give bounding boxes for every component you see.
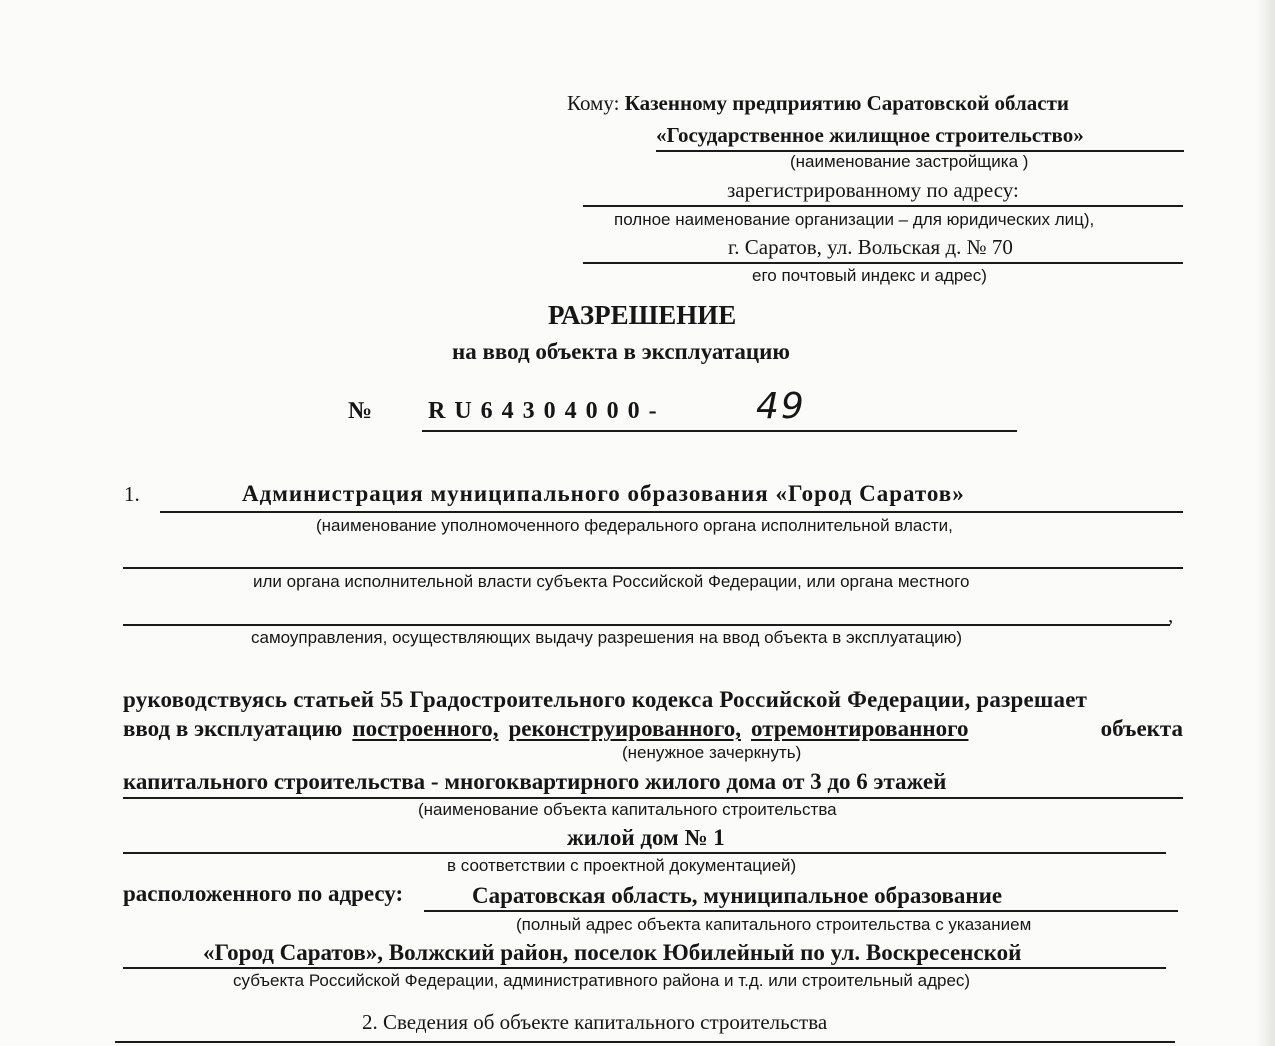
authority-comma: , <box>1168 603 1174 627</box>
number-rule <box>422 430 1017 432</box>
recipient-name-line1: Казенному предприятию Саратовской области <box>624 91 1070 115</box>
authority-caption3: самоуправления, осуществляющих выдачу разрешения на ввод объекта в эксплуатацию) <box>251 628 962 647</box>
authority-rule3 <box>123 624 1170 626</box>
permission-line2 <box>123 716 1183 742</box>
location-line2: «Город Саратов», Волжский район, поселок Юбилейный по ул. Воскресенской <box>203 940 1022 965</box>
authority-rule2 <box>123 567 1183 569</box>
location-rule2 <box>123 967 1166 969</box>
section1-index: 1. <box>124 482 140 506</box>
location-caption1: (полный адрес объекта капитального строительства с указанием <box>516 915 1032 934</box>
address-caption: его почтовый индекс и адрес) <box>752 266 987 285</box>
address-rule <box>583 262 1183 264</box>
number-label: № <box>348 398 373 424</box>
permission-line2-prefix: ввод в эксплуатацию <box>123 716 343 741</box>
location-line1: Саратовская область, муниципальное образование <box>472 883 1003 908</box>
object-name-rule <box>123 852 1166 854</box>
object-caption: (наименование объекта капитального строительства <box>418 800 837 819</box>
option-repaired: отремонтированного <box>751 716 969 741</box>
section2-rule <box>115 1041 1175 1043</box>
registered-rule <box>583 205 1183 207</box>
to-label: Кому: <box>567 91 620 115</box>
object-type-rule <box>123 797 1183 799</box>
location-label: расположенного по адресу: <box>123 881 404 906</box>
recipient-header <box>567 91 1069 116</box>
location-rule1 <box>424 910 1178 912</box>
recipient-name-line2: «Государственное жилищное строительство» <box>656 123 1084 147</box>
section2-title: 2. Сведения об объекте капитального строительства <box>362 1010 828 1034</box>
permission-line2-left <box>123 716 968 742</box>
authority-caption1: (наименование уполномоченного федерального органа исполнительной власти, <box>316 516 953 535</box>
option-built: построенного, <box>352 716 499 741</box>
project-caption: в соответствии с проектной документацией) <box>447 856 797 875</box>
location-caption2: субъекта Российской Федерации, административного района и т.д. или строительный адрес) <box>233 971 971 990</box>
registered-text: зарегистрированному по адресу: <box>727 178 1019 202</box>
strike-caption: (ненужное зачеркнуть) <box>622 743 802 762</box>
org-caption: полное наименование организации – для юридических лиц), <box>614 210 1095 229</box>
page-edge-shadow <box>1257 0 1275 1046</box>
object-type: капитального строительства - многоквартирного жилого дома от 3 до 6 этажей <box>123 769 947 794</box>
permit-number-handwritten: 49 <box>756 386 806 427</box>
authority-rule <box>160 511 1183 513</box>
permission-line2-suffix: объекта <box>1100 716 1183 741</box>
document-subtitle: на ввод объекта в эксплуатацию <box>452 339 790 364</box>
recipient-address: г. Саратов, ул. Вольская д. № 70 <box>728 235 1013 259</box>
recipient-name-caption: (наименование застройщика ) <box>790 152 1029 171</box>
option-reconstructed: реконструированного, <box>508 716 741 741</box>
permit-number: RU64304000- <box>428 398 666 424</box>
permission-line1: руководствуясь статьей 55 Градостроительного кодекса Российской Федерации, разрешает <box>123 687 1088 712</box>
object-name: жилой дом № 1 <box>567 825 725 850</box>
authority-name: Администрация муниципального образования «Город Саратов» <box>242 481 965 506</box>
authority-caption2: или органа исполнительной власти субъекта Российской Федерации, или органа местного <box>253 572 970 591</box>
document-title: РАЗРЕШЕНИЕ <box>548 300 737 330</box>
